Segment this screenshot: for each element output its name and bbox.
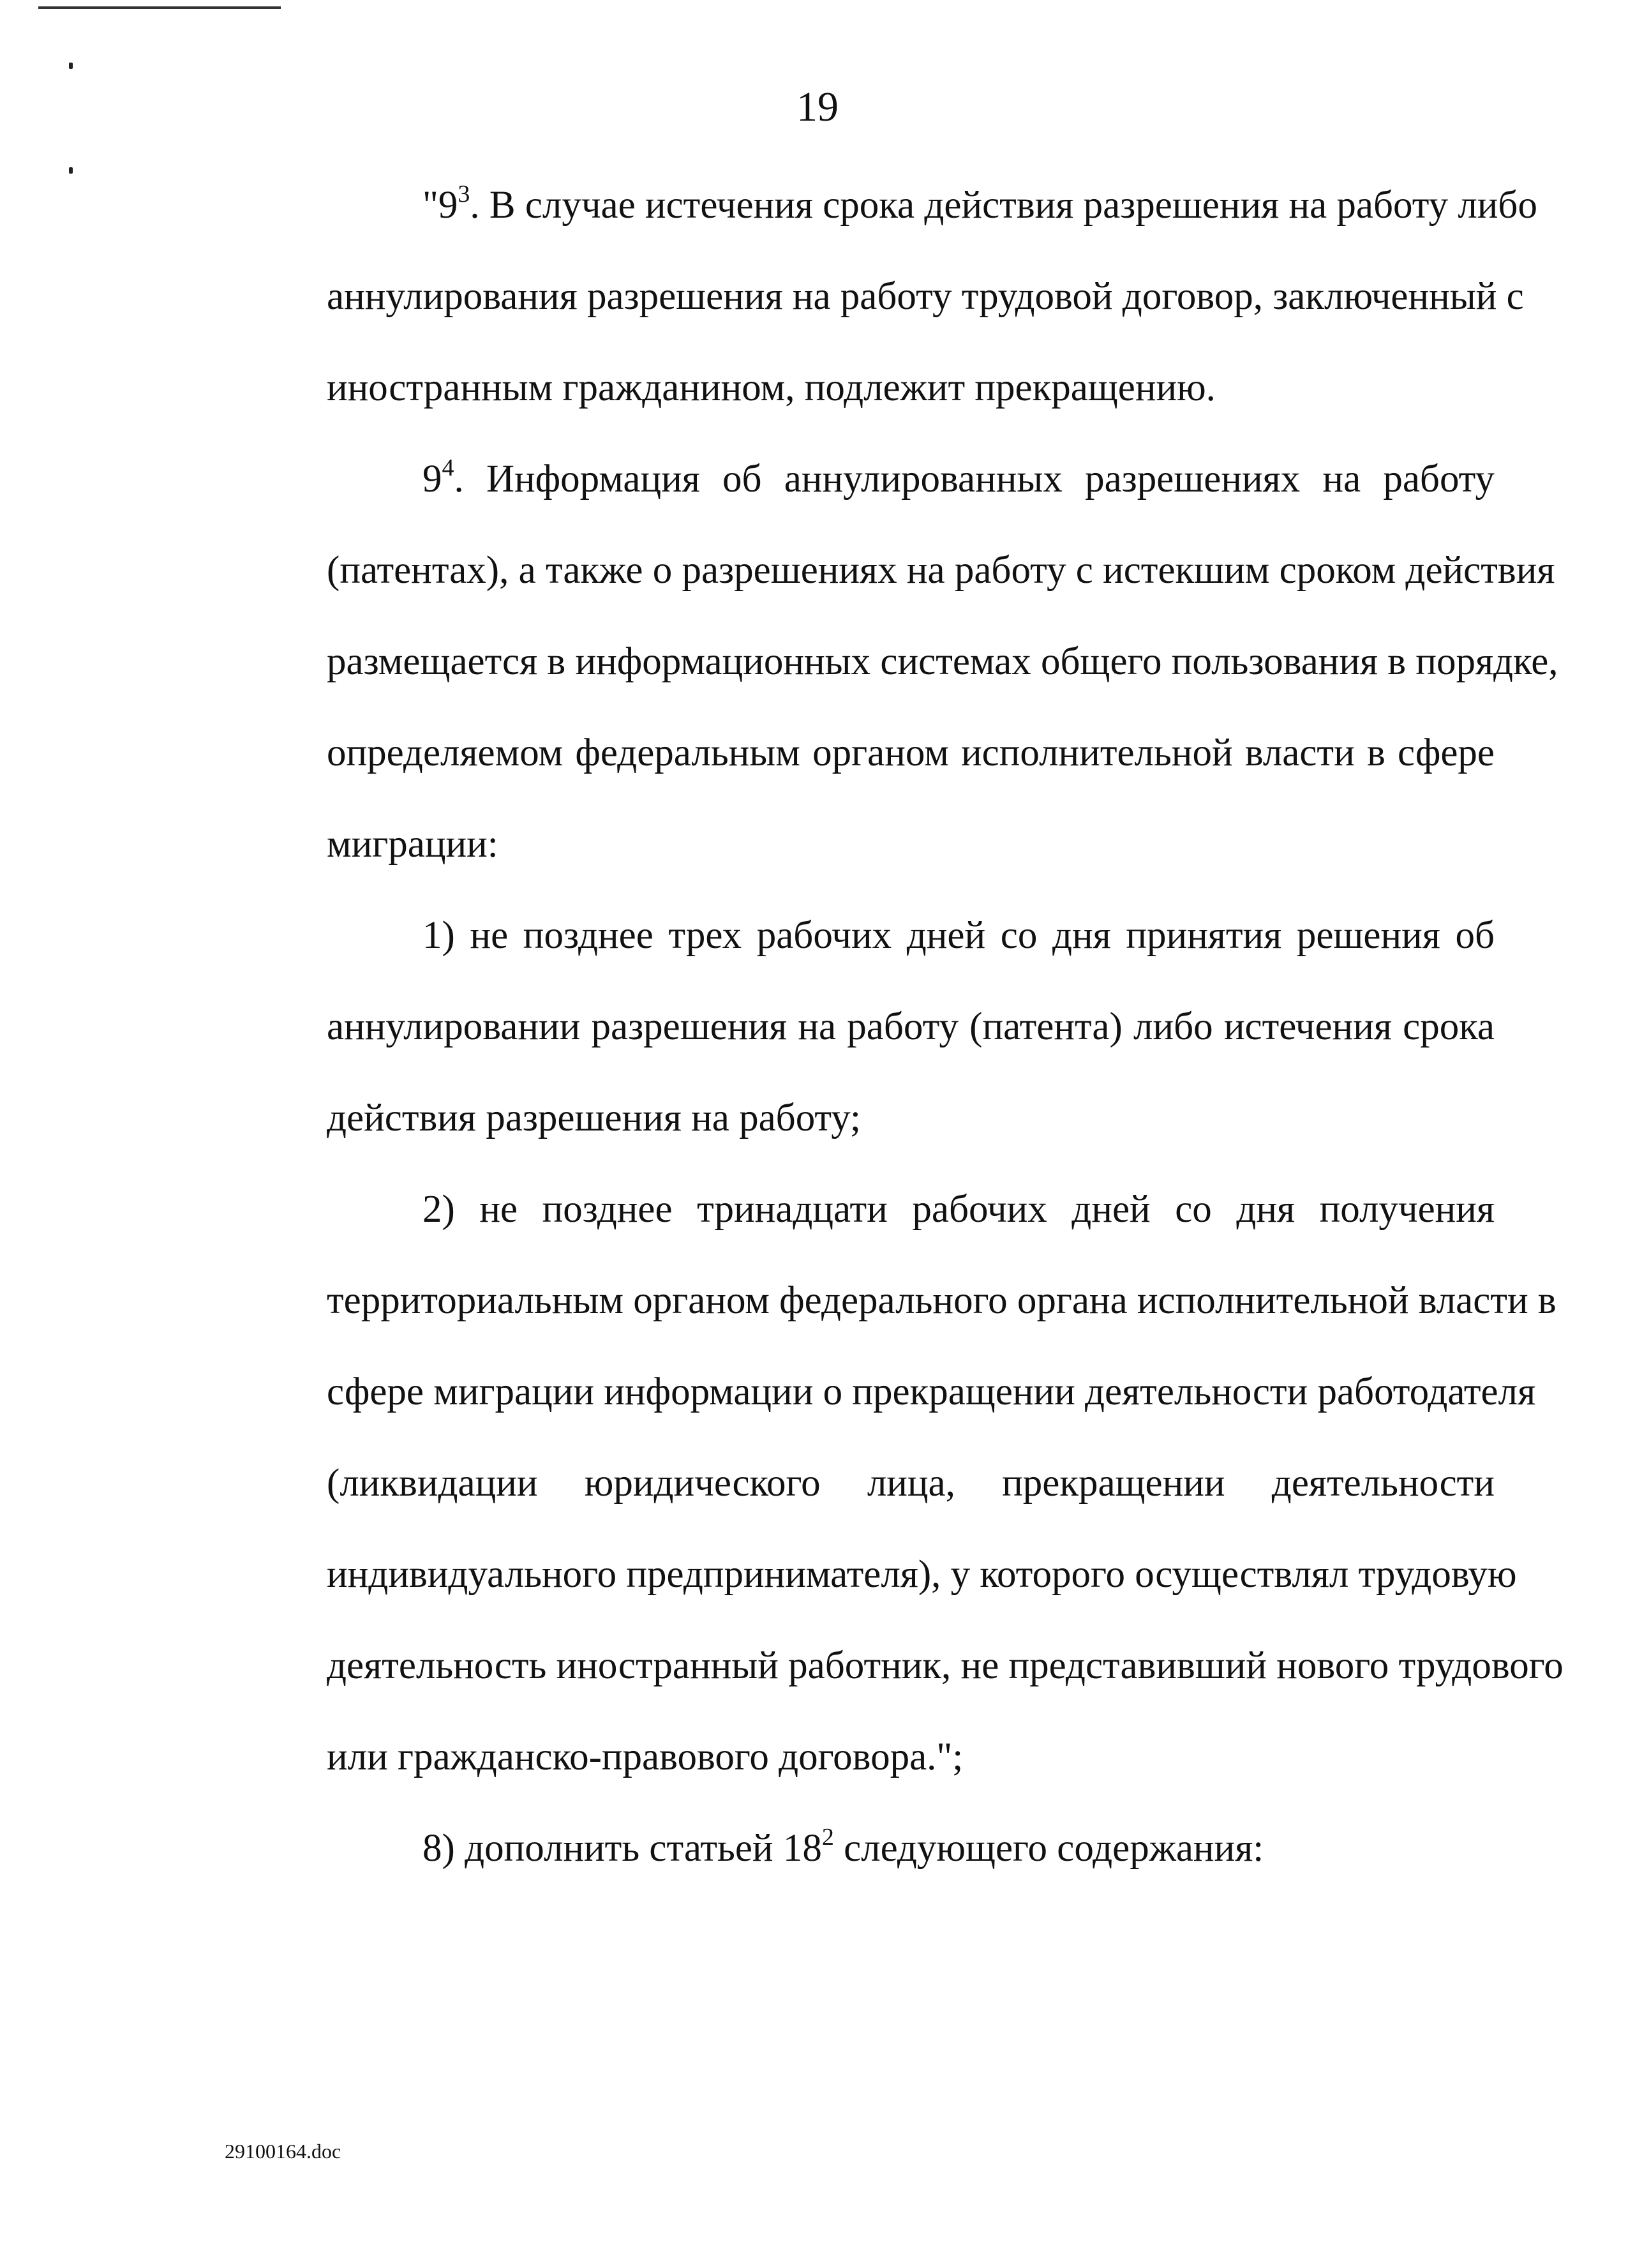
text-line: $9^4$. Информация об аннулированных разрешениях на работу — [422, 454, 1495, 500]
list-item-1 — [231, 890, 1495, 1164]
footer-file-name: 29100164.doc — [225, 2140, 341, 2163]
paragraph-9-3 — [231, 160, 1537, 433]
paragraph-9-4 — [231, 433, 1558, 890]
text-line: аннулировании разрешения на работу (патента) либо истечения срока — [327, 1005, 1495, 1048]
text-line: индивидуального предпринимателя), у которого осуществлял трудовую — [327, 1553, 1517, 1596]
text-line: 8) дополнить статьей $18^2$ следующего содержания: — [422, 1823, 1264, 1870]
text-line: 2) не позднее тринадцати рабочих дней со дня получения — [422, 1188, 1495, 1231]
text-line: 1) не позднее трех рабочих дней со дня принятия решения об — [422, 914, 1495, 957]
text-line: деятельность иностранный работник, не представивший нового трудового — [327, 1644, 1564, 1687]
text-line: территориальным органом федерального органа исполнительной власти в — [327, 1279, 1557, 1322]
scan-mark — [69, 63, 73, 69]
text-line: сфере миграции информации о прекращении деятельности работодателя — [327, 1371, 1536, 1413]
page-number: 19 — [796, 84, 839, 130]
document-body — [231, 160, 1564, 1894]
text-line: "$9^3$. В случае истечения срока действия разрешения на работу либо — [422, 180, 1537, 227]
scan-mark — [69, 167, 73, 174]
list-item-2 — [231, 1164, 1564, 1803]
text-line: миграции: — [327, 823, 498, 866]
text-line: иностранным гражданином, подлежит прекращению. — [327, 366, 1216, 409]
text-line: (патентах), а также о разрешениях на работу с истекшим сроком действия — [327, 549, 1555, 592]
text-line: или гражданско-правового договора."; — [327, 1736, 964, 1778]
text-line: определяемом федеральным органом исполнительной власти в сфере — [327, 732, 1495, 774]
text-line: действия разрешения на работу; — [327, 1097, 861, 1139]
text-line: (ликвидации юридического лица, прекращении деятельности — [327, 1462, 1495, 1505]
text-line: аннулирования разрешения на работу трудовой договор, заключенный с — [327, 275, 1524, 318]
top-rule — [38, 6, 281, 9]
amendment-item-8 — [231, 1803, 1495, 1894]
text-line: размещается в информационных системах общего пользования в порядке, — [327, 640, 1558, 683]
